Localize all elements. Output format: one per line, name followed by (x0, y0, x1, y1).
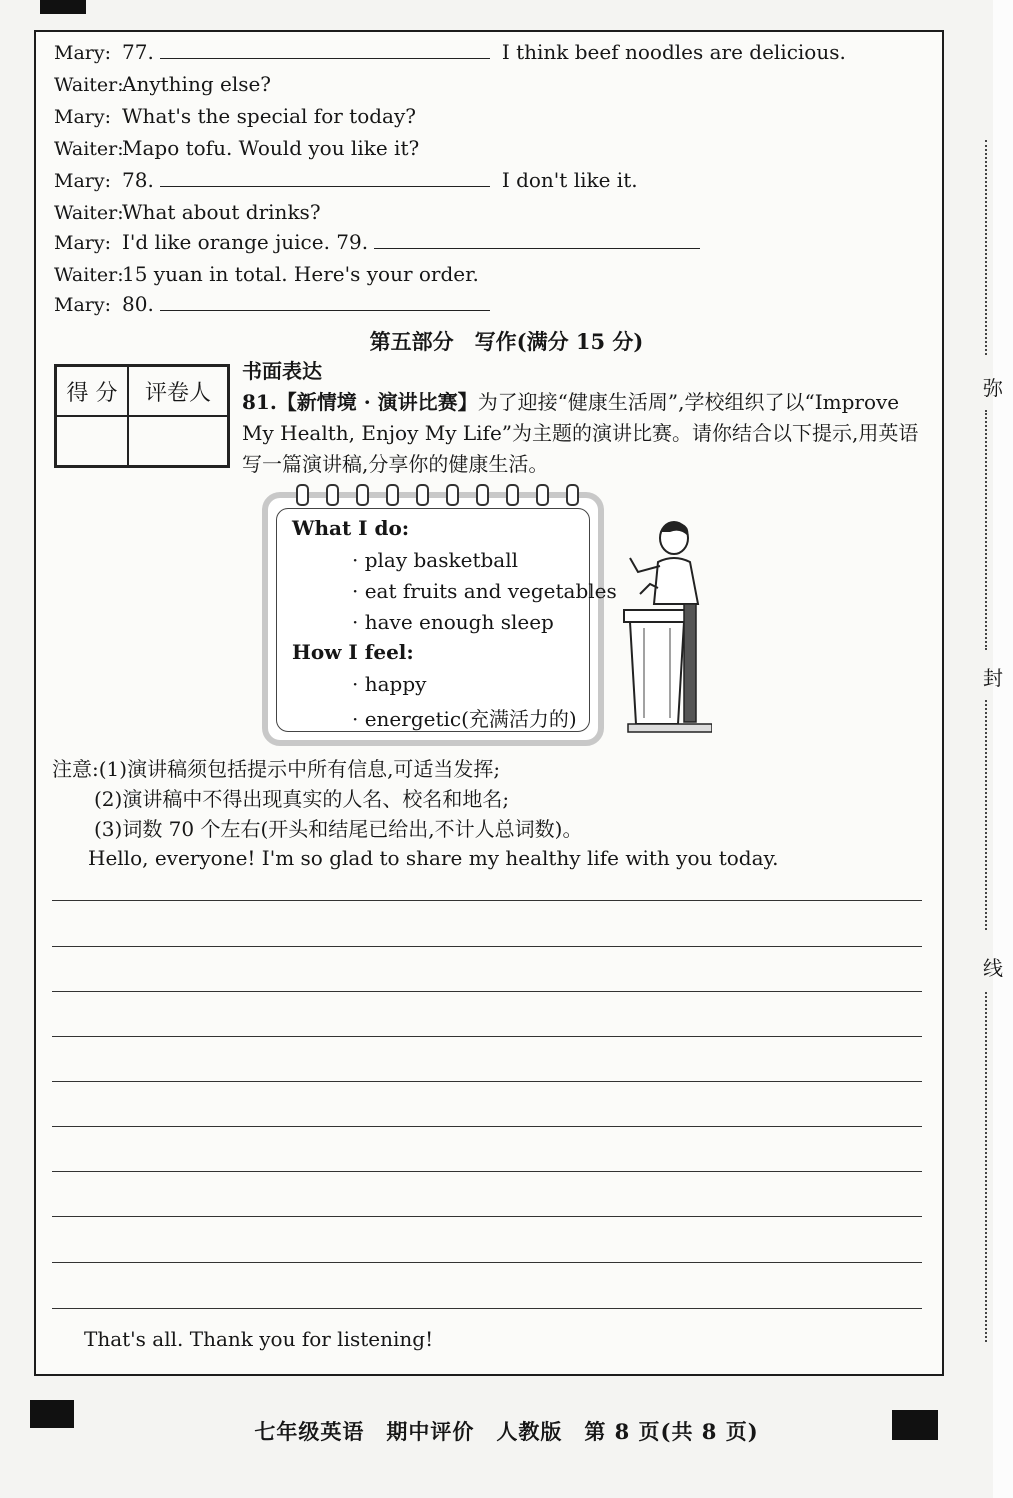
speaker-label: Mary: (54, 170, 111, 192)
task-body: 为了迎接“健康生活周”,学校组织了以“Improve My Health, Enjoy My Life”为主题的演讲比赛。请你结合以下提示,用英语写一篇演讲稿,分享你的健康生活。 (242, 390, 919, 476)
dialogue-text: I think beef noodles are delicious. (501, 40, 846, 64)
speaker-at-podium-illustration (614, 518, 712, 740)
question-number: 77. (122, 40, 154, 64)
question-number: 80. (122, 292, 154, 316)
score-table (54, 364, 230, 468)
writing-notes (52, 754, 582, 844)
dialogue-line-79 (54, 230, 700, 254)
ring-icon (536, 484, 549, 506)
writing-line[interactable] (52, 991, 922, 992)
seal-char-feng: 封 (983, 666, 1003, 690)
note-2: (2)演讲稿中不得出现真实的人名、校名和地名; (94, 787, 510, 811)
corner-mark-top (40, 0, 86, 14)
ring-icon (476, 484, 489, 506)
speaker-label: Mary: (54, 106, 111, 128)
dialogue-text: Anything else? (122, 72, 272, 96)
seal-dash (985, 140, 987, 355)
prompt-notebook (262, 492, 617, 746)
note-3: (3)词数 70 个左右(开头和结尾已给出,不计人总词数)。 (94, 817, 583, 841)
page-footer: 七年级英语 期中评价 人教版 第 8 页(共 8 页) (254, 1419, 759, 1444)
speech-closing: That's all. Thank you for listening! (84, 1327, 434, 1351)
dialogue-text: What about drinks? (122, 200, 321, 224)
speaker-label: Mary: (54, 42, 111, 64)
seal-dash (985, 992, 987, 1342)
task-lead: 81.【新情境 · 演讲比赛】 (242, 390, 478, 414)
writing-task (242, 356, 932, 480)
dialogue-line (54, 104, 416, 128)
ring-icon (506, 484, 519, 506)
score-cell[interactable] (56, 416, 128, 466)
ring-icon (296, 484, 309, 506)
writing-line[interactable] (52, 1036, 922, 1037)
speaker-label: Waiter: (54, 202, 124, 224)
what-item: · eat fruits and vegetables (352, 579, 617, 603)
writing-line[interactable] (52, 1171, 922, 1172)
feel-item: · happy (352, 672, 427, 696)
dialogue-line-78 (54, 168, 638, 192)
binding-strip (993, 0, 1013, 1498)
grader-cell[interactable] (128, 416, 228, 466)
writing-line[interactable] (52, 1308, 922, 1309)
answer-blank-79[interactable] (374, 230, 700, 249)
speaker-label: Mary: (54, 232, 111, 254)
dialogue-line (54, 136, 419, 160)
what-item: · play basketball (352, 548, 518, 572)
feel-heading: How I feel: (292, 640, 414, 664)
task-heading: 书面表达 (242, 359, 322, 383)
what-item: · have enough sleep (352, 610, 554, 634)
grader-header: 评卷人 (128, 366, 228, 416)
question-number: 78. (122, 168, 154, 192)
ring-icon (386, 484, 399, 506)
speaker-label: Waiter: (54, 138, 124, 160)
ring-icon (566, 484, 579, 506)
writing-line[interactable] (52, 900, 922, 901)
answer-blank-78[interactable] (160, 168, 490, 187)
score-header: 得 分 (56, 366, 128, 416)
dialogue-line (54, 262, 479, 286)
dialogue-text: 15 yuan in total. Here's your order. (122, 262, 479, 286)
note-1: 注意:(1)演讲稿须包括提示中所有信息,可适当发挥; (52, 757, 501, 781)
dialogue-line-80 (54, 292, 490, 316)
speaker-label: Mary: (54, 294, 111, 316)
dialogue-line (54, 200, 321, 224)
ring-icon (446, 484, 459, 506)
dialogue-text: What's the special for today? (122, 104, 416, 128)
speaker-label: Waiter: (54, 74, 124, 96)
speech-opening: Hello, everyone! I'm so glad to share my healthy life with you today. (88, 846, 779, 870)
seal-char-mi: 弥 (983, 376, 1003, 400)
what-heading: What I do: (292, 516, 410, 540)
dialogue-line-77 (54, 40, 846, 64)
writing-line[interactable] (52, 946, 922, 947)
notebook-rings (296, 484, 579, 506)
ring-icon (416, 484, 429, 506)
seal-char-xian: 线 (983, 956, 1003, 980)
speaker-label: Waiter: (54, 264, 124, 286)
writing-line[interactable] (52, 1216, 922, 1217)
section-title: 第五部分 写作(满分 15 分) (369, 329, 644, 354)
answer-blank-77[interactable] (160, 40, 490, 59)
seal-dash (985, 410, 987, 650)
ring-icon (326, 484, 339, 506)
answer-blank-80[interactable] (160, 292, 490, 311)
dialogue-line (54, 72, 271, 96)
writing-line[interactable] (52, 1126, 922, 1127)
dialogue-text: I'd like orange juice. 79. (122, 230, 369, 254)
dialogue-text: I don't like it. (501, 168, 638, 192)
writing-line[interactable] (52, 1081, 922, 1082)
feel-item: · energetic(充满活力的) (352, 707, 577, 731)
seal-dash (985, 700, 987, 930)
writing-line[interactable] (52, 1262, 922, 1263)
ring-icon (356, 484, 369, 506)
dialogue-text: Mapo tofu. Would you like it? (122, 136, 420, 160)
